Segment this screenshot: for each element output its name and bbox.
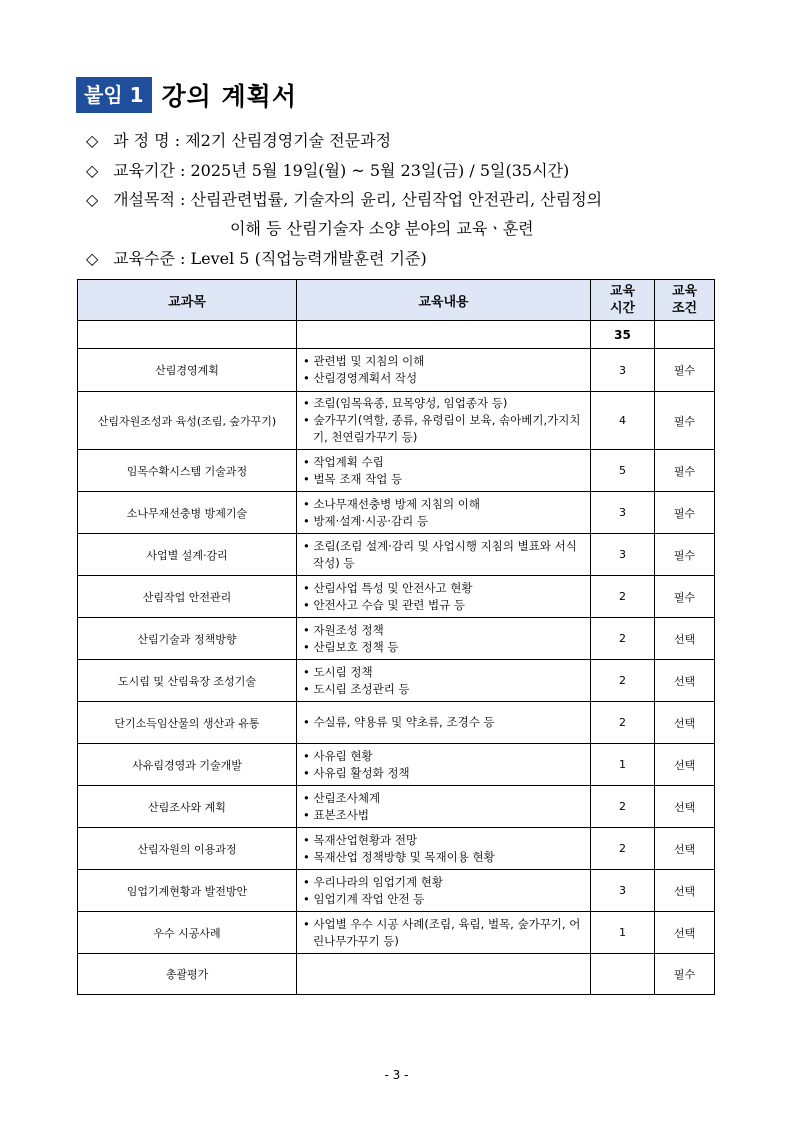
course-content bbox=[297, 828, 591, 870]
course-content bbox=[297, 744, 591, 786]
bullet-icon: • bbox=[303, 396, 310, 410]
bullet-icon: • bbox=[303, 715, 310, 729]
content-item bbox=[303, 748, 584, 765]
course-content bbox=[297, 660, 591, 702]
course-hours: 3 bbox=[591, 870, 655, 912]
diamond-icon: ◇ bbox=[86, 131, 99, 150]
course-subject: 우수 시공사례 bbox=[78, 912, 297, 954]
bullet-icon: • bbox=[303, 874, 310, 889]
bullet-icon: • bbox=[303, 538, 310, 553]
table-row bbox=[78, 786, 715, 828]
course-condition: 필수 bbox=[655, 954, 715, 995]
course-hours: 2 bbox=[591, 576, 655, 618]
content-item bbox=[303, 538, 584, 572]
attachment-badge: 붙임 1 bbox=[76, 77, 152, 113]
course-condition: 필수 bbox=[655, 492, 715, 534]
table-row bbox=[78, 534, 715, 576]
table-row bbox=[78, 618, 715, 660]
content-text: 임업기계 작업 안전 등 bbox=[313, 891, 425, 906]
content-item bbox=[303, 765, 584, 782]
content-item bbox=[303, 580, 584, 597]
period-label: 교육기간 : bbox=[113, 161, 186, 180]
diamond-icon: ◇ bbox=[86, 190, 99, 209]
course-condition: 선택 bbox=[655, 702, 715, 744]
course-subject: 임업기계현황과 발전방안 bbox=[78, 870, 297, 912]
course-hours: 3 bbox=[591, 492, 655, 534]
page-title: 강의 계획서 bbox=[161, 82, 297, 111]
course-hours: 2 bbox=[591, 618, 655, 660]
content-item bbox=[303, 412, 584, 446]
content-text: 수실류, 약용류 및 약초류, 조경수 등 bbox=[313, 715, 495, 729]
info-level bbox=[86, 246, 427, 269]
table-row bbox=[78, 954, 715, 995]
content-text: 벌목 조재 작업 등 bbox=[313, 471, 403, 486]
content-item bbox=[303, 874, 584, 891]
course-subject: 산림자원조성과 육성(조림, 숲가꾸기) bbox=[78, 392, 297, 450]
total-hours: 35 bbox=[591, 321, 655, 349]
course-condition: 필수 bbox=[655, 392, 715, 450]
content-text: 사유림 현황 bbox=[313, 748, 373, 763]
content-text: 조림(임목육종, 묘목양성, 임업종자 등) bbox=[313, 396, 508, 410]
bullet-icon: • bbox=[303, 807, 310, 822]
course-content bbox=[297, 786, 591, 828]
header-hours: 교육 시간 bbox=[591, 280, 655, 321]
course-content bbox=[297, 618, 591, 660]
bullet-icon: • bbox=[303, 639, 310, 654]
page-number: - 3 - bbox=[384, 1068, 409, 1082]
content-text: 우리나라의 임업기계 현황 bbox=[313, 874, 443, 889]
purpose-line1: 산림관련법률, 기술자의 윤리, 산림작업 안전관리, 산림정의 bbox=[190, 190, 603, 209]
content-text: 사유림 활성화 정책 bbox=[313, 765, 410, 780]
course-hours: 5 bbox=[591, 450, 655, 492]
course-content bbox=[297, 954, 591, 995]
content-item bbox=[303, 664, 584, 681]
bullet-icon: • bbox=[303, 597, 310, 612]
bullet-icon: • bbox=[303, 354, 310, 368]
content-item bbox=[303, 353, 584, 370]
info-purpose bbox=[86, 187, 602, 210]
content-item bbox=[303, 622, 584, 639]
content-text: 사업별 우수 시공 사례(조림, 육림, 벌목, 숲가꾸기, 어린나무가꾸기 등) bbox=[313, 916, 581, 948]
course-hours: 1 bbox=[591, 744, 655, 786]
content-item bbox=[303, 395, 584, 412]
bullet-icon: • bbox=[303, 664, 310, 679]
bullet-icon: • bbox=[303, 681, 310, 696]
table-row bbox=[78, 828, 715, 870]
course-condition: 선택 bbox=[655, 660, 715, 702]
course-content bbox=[297, 349, 591, 392]
content-text: 관련법 및 지침의 이해 bbox=[313, 354, 425, 368]
table-row bbox=[78, 912, 715, 954]
course-subject: 산림작업 안전관리 bbox=[78, 576, 297, 618]
bullet-icon: • bbox=[303, 496, 310, 511]
level-label: 교육수준 : bbox=[113, 249, 186, 268]
course-condition: 선택 bbox=[655, 828, 715, 870]
total-row bbox=[78, 321, 715, 349]
content-text: 도시림 정책 bbox=[313, 664, 373, 679]
content-text: 조림(조림 설계·감리 및 사업시행 지침의 별표와 서식 작성) 등 bbox=[313, 538, 577, 570]
lecture-plan-table bbox=[77, 279, 715, 995]
course-value: 제2기 산림경영기술 전문과정 bbox=[185, 131, 392, 150]
course-hours: 2 bbox=[591, 786, 655, 828]
table-row bbox=[78, 450, 715, 492]
course-content bbox=[297, 534, 591, 576]
course-condition: 필수 bbox=[655, 534, 715, 576]
course-subject: 산림기술과 정책방향 bbox=[78, 618, 297, 660]
content-item bbox=[303, 513, 584, 530]
course-subject: 사업별 설계·감리 bbox=[78, 534, 297, 576]
bullet-icon: • bbox=[303, 765, 310, 780]
diamond-icon: ◇ bbox=[86, 161, 99, 180]
course-condition: 선택 bbox=[655, 912, 715, 954]
content-item bbox=[303, 714, 584, 731]
content-text: 산림경영계획서 작성 bbox=[313, 371, 418, 385]
table-row bbox=[78, 492, 715, 534]
bullet-icon: • bbox=[303, 454, 310, 469]
content-text: 산림조사체계 bbox=[313, 790, 381, 805]
course-hours: 2 bbox=[591, 702, 655, 744]
course-content bbox=[297, 492, 591, 534]
content-item bbox=[303, 916, 584, 950]
bullet-icon: • bbox=[303, 513, 310, 528]
course-subject: 산림조사와 계획 bbox=[78, 786, 297, 828]
course-content bbox=[297, 450, 591, 492]
info-period bbox=[86, 158, 569, 181]
page-header bbox=[76, 76, 297, 114]
content-item bbox=[303, 454, 584, 471]
bullet-icon: • bbox=[303, 849, 310, 864]
course-hours bbox=[591, 954, 655, 995]
course-hours: 1 bbox=[591, 912, 655, 954]
course-label: 과 정 명 : bbox=[113, 131, 181, 150]
bullet-icon: • bbox=[303, 832, 310, 847]
course-hours: 2 bbox=[591, 660, 655, 702]
content-item bbox=[303, 597, 584, 614]
purpose-line2: 이해 등 산림기술자 소양 분야의 교육ㆍ훈련 bbox=[230, 219, 534, 238]
course-condition: 선택 bbox=[655, 786, 715, 828]
content-text: 도시림 조성관리 등 bbox=[313, 681, 410, 696]
course-condition: 필수 bbox=[655, 349, 715, 392]
course-hours: 3 bbox=[591, 349, 655, 392]
content-text: 작업계획 수립 bbox=[313, 454, 384, 469]
course-content bbox=[297, 870, 591, 912]
course-subject: 산림자원의 이용과정 bbox=[78, 828, 297, 870]
course-subject: 총괄평가 bbox=[78, 954, 297, 995]
table-row bbox=[78, 576, 715, 618]
content-item bbox=[303, 790, 584, 807]
table-row bbox=[78, 870, 715, 912]
bullet-icon: • bbox=[303, 580, 310, 595]
content-item bbox=[303, 807, 584, 824]
course-content bbox=[297, 702, 591, 744]
info-course bbox=[86, 128, 391, 151]
content-item bbox=[303, 849, 584, 866]
bullet-icon: • bbox=[303, 916, 310, 931]
bullet-icon: • bbox=[303, 371, 310, 385]
course-hours: 3 bbox=[591, 534, 655, 576]
content-item bbox=[303, 832, 584, 849]
course-condition: 선택 bbox=[655, 744, 715, 786]
header-subject: 교과목 bbox=[78, 280, 297, 321]
content-item bbox=[303, 370, 584, 387]
course-condition: 필수 bbox=[655, 576, 715, 618]
bullet-icon: • bbox=[303, 413, 310, 427]
bullet-icon: • bbox=[303, 471, 310, 486]
content-item bbox=[303, 681, 584, 698]
content-text: 목재산업현황과 전망 bbox=[313, 832, 418, 847]
bullet-icon: • bbox=[303, 891, 310, 906]
table-row bbox=[78, 349, 715, 392]
course-subject: 산림경영계획 bbox=[78, 349, 297, 392]
course-content bbox=[297, 392, 591, 450]
content-text: 산림보호 정책 등 bbox=[313, 639, 399, 654]
diamond-icon: ◇ bbox=[86, 249, 99, 268]
content-text: 소나무재선충병 방제 지침의 이해 bbox=[313, 496, 480, 511]
content-text: 안전사고 수습 및 관련 법규 등 bbox=[313, 597, 466, 612]
table-header-row bbox=[78, 280, 715, 321]
bullet-icon: • bbox=[303, 790, 310, 805]
level-value: Level 5 (직업능력개발훈련 기준) bbox=[190, 249, 427, 268]
course-subject: 단기소득임산물의 생산과 유통 bbox=[78, 702, 297, 744]
table-row bbox=[78, 702, 715, 744]
course-hours: 4 bbox=[591, 392, 655, 450]
table-row bbox=[78, 392, 715, 450]
content-text: 산림사업 특성 및 안전사고 현황 bbox=[313, 580, 473, 595]
table-row bbox=[78, 660, 715, 702]
course-condition: 선택 bbox=[655, 618, 715, 660]
content-item bbox=[303, 496, 584, 513]
content-text: 방제·설계·시공·감리 등 bbox=[313, 513, 429, 528]
header-condition: 교육 조건 bbox=[655, 280, 715, 321]
content-text: 목재산업 정책방향 및 목재이용 현황 bbox=[313, 849, 495, 864]
course-subject: 소나무재선충병 방제기술 bbox=[78, 492, 297, 534]
content-text: 자원조성 정책 bbox=[313, 622, 384, 637]
course-subject: 사유림경영과 기술개발 bbox=[78, 744, 297, 786]
content-item bbox=[303, 639, 584, 656]
content-text: 숲가꾸기(역할, 종류, 유령림이 보육, 솎아베기,가지치기, 천연림가꾸기 등) bbox=[313, 413, 581, 444]
table-row bbox=[78, 744, 715, 786]
bullet-icon: • bbox=[303, 622, 310, 637]
content-text: 표본조사법 bbox=[313, 807, 369, 822]
course-hours: 2 bbox=[591, 828, 655, 870]
bullet-icon: • bbox=[303, 748, 310, 763]
course-subject: 도시림 및 산림육장 조성기술 bbox=[78, 660, 297, 702]
course-content bbox=[297, 576, 591, 618]
course-condition: 선택 bbox=[655, 870, 715, 912]
course-subject: 임목수확시스템 기술과정 bbox=[78, 450, 297, 492]
course-condition: 필수 bbox=[655, 450, 715, 492]
content-item bbox=[303, 891, 584, 908]
purpose-label: 개설목적 : bbox=[113, 190, 186, 209]
course-content bbox=[297, 912, 591, 954]
header-content: 교육내용 bbox=[297, 280, 591, 321]
content-item bbox=[303, 471, 584, 488]
period-value: 2025년 5월 19일(월) ~ 5월 23일(금) / 5일(35시간) bbox=[190, 161, 570, 180]
